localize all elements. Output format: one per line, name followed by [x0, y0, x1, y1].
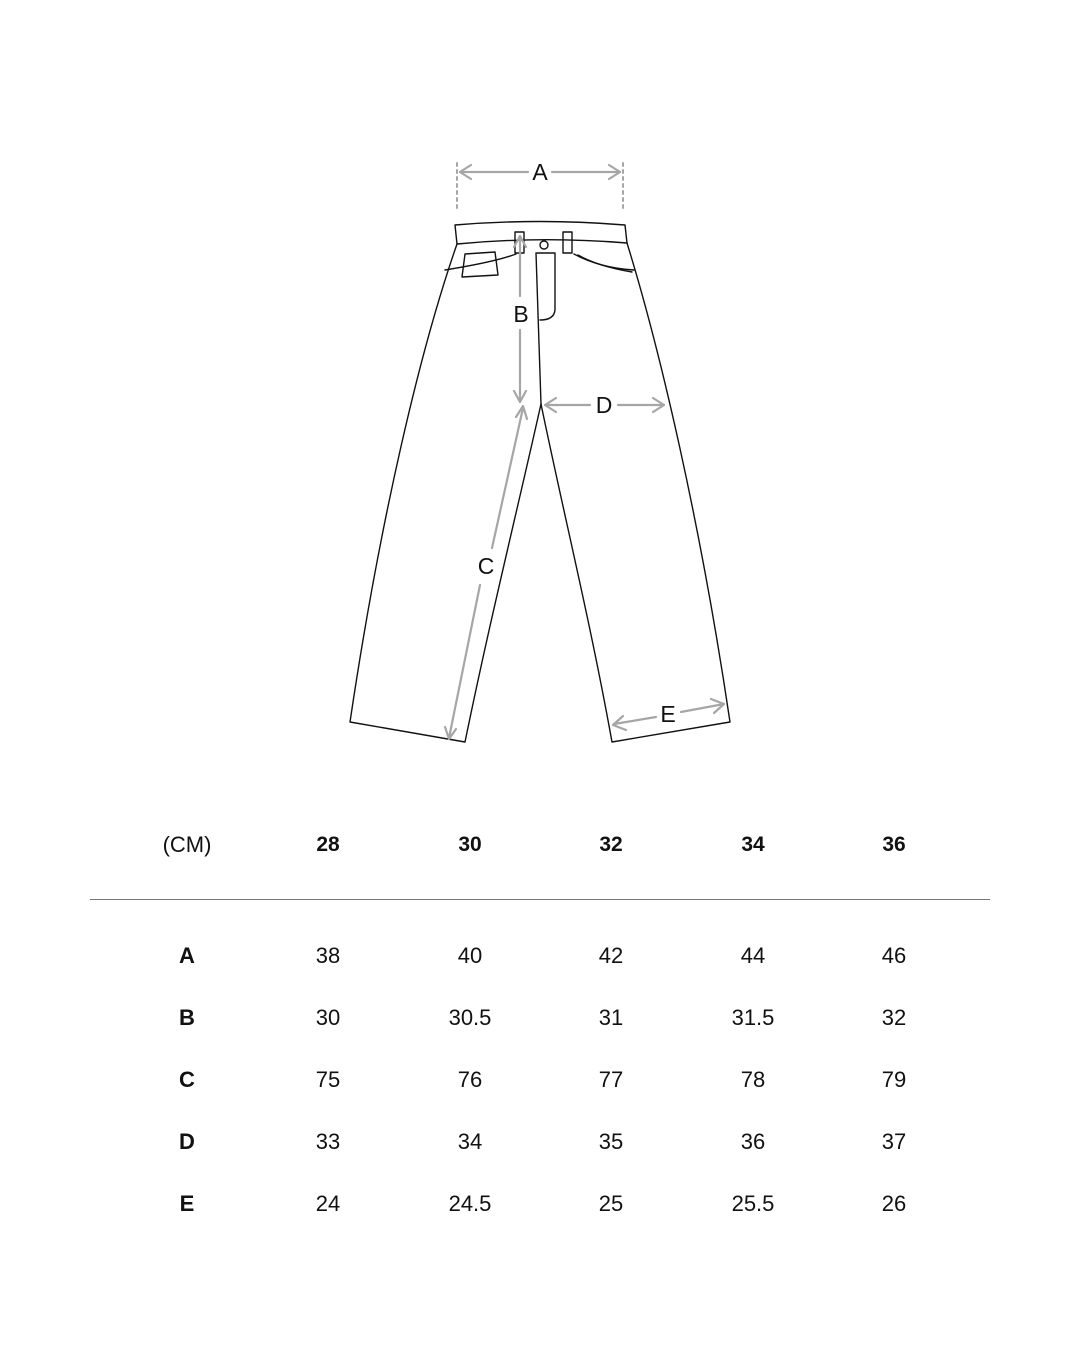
label-c: C	[477, 553, 495, 579]
table-cell: 34	[457, 1129, 483, 1154]
table-cell: 46	[881, 943, 907, 968]
label-b: B	[513, 301, 529, 327]
table-cell: 26	[881, 1191, 907, 1216]
table-cell: 31.5	[731, 1005, 775, 1030]
table-cell: 44	[740, 943, 766, 968]
measure-c	[445, 406, 527, 739]
table-cell: 25.5	[731, 1191, 775, 1216]
table-cell: 76	[457, 1067, 483, 1092]
measure-a	[457, 159, 623, 208]
size-chart-header	[90, 815, 990, 875]
table-row	[90, 1049, 990, 1111]
fly	[537, 253, 555, 320]
size-header: 36	[882, 833, 906, 856]
row-key: D	[179, 1129, 195, 1154]
table-cell: 35	[598, 1129, 624, 1154]
row-key: A	[179, 943, 195, 968]
right-leg	[541, 243, 730, 742]
row-key: E	[179, 1191, 195, 1216]
table-row	[90, 925, 990, 987]
label-e: E	[660, 701, 676, 727]
measure-d	[545, 392, 664, 418]
center-seam	[536, 253, 541, 404]
jeans-outline	[350, 222, 730, 743]
label-d: D	[595, 392, 613, 418]
table-cell: 42	[598, 943, 624, 968]
pocket-right	[574, 254, 634, 270]
table-cell: 31	[598, 1005, 624, 1030]
table-cell: 24.5	[448, 1191, 492, 1216]
button	[540, 241, 548, 249]
table-cell: 37	[881, 1129, 907, 1154]
table-row	[90, 1111, 990, 1173]
unit-label: (CM)	[162, 832, 212, 857]
label-a: A	[532, 159, 548, 185]
measure-b	[513, 236, 528, 402]
table-cell: 40	[457, 943, 483, 968]
table-divider	[90, 899, 990, 900]
table-cell: 38	[315, 943, 341, 968]
table-cell: 77	[598, 1067, 624, 1092]
table-cell: 25	[598, 1191, 624, 1216]
table-cell: 32	[881, 1005, 907, 1030]
table-cell: 75	[315, 1067, 341, 1092]
pocket-left	[445, 254, 516, 270]
table-row	[90, 1173, 990, 1235]
table-cell: 36	[740, 1129, 766, 1154]
row-key: C	[179, 1067, 195, 1092]
size-header: 28	[316, 833, 340, 856]
table-cell: 79	[881, 1067, 907, 1092]
coin-pocket	[462, 252, 498, 277]
table-cell: 78	[740, 1067, 766, 1092]
waistband	[455, 222, 627, 245]
table-cell: 24	[315, 1191, 341, 1216]
size-chart-body	[90, 925, 990, 1235]
table-cell: 30	[315, 1005, 341, 1030]
belt-loop-right	[563, 232, 572, 253]
row-key: B	[179, 1005, 195, 1030]
size-header: 30	[458, 833, 482, 856]
size-header: 32	[599, 833, 623, 856]
table-row	[90, 987, 990, 1049]
table-header-row	[90, 815, 990, 875]
table-cell: 30.5	[448, 1005, 492, 1030]
table-cell: 33	[315, 1129, 341, 1154]
size-header: 34	[741, 833, 765, 856]
